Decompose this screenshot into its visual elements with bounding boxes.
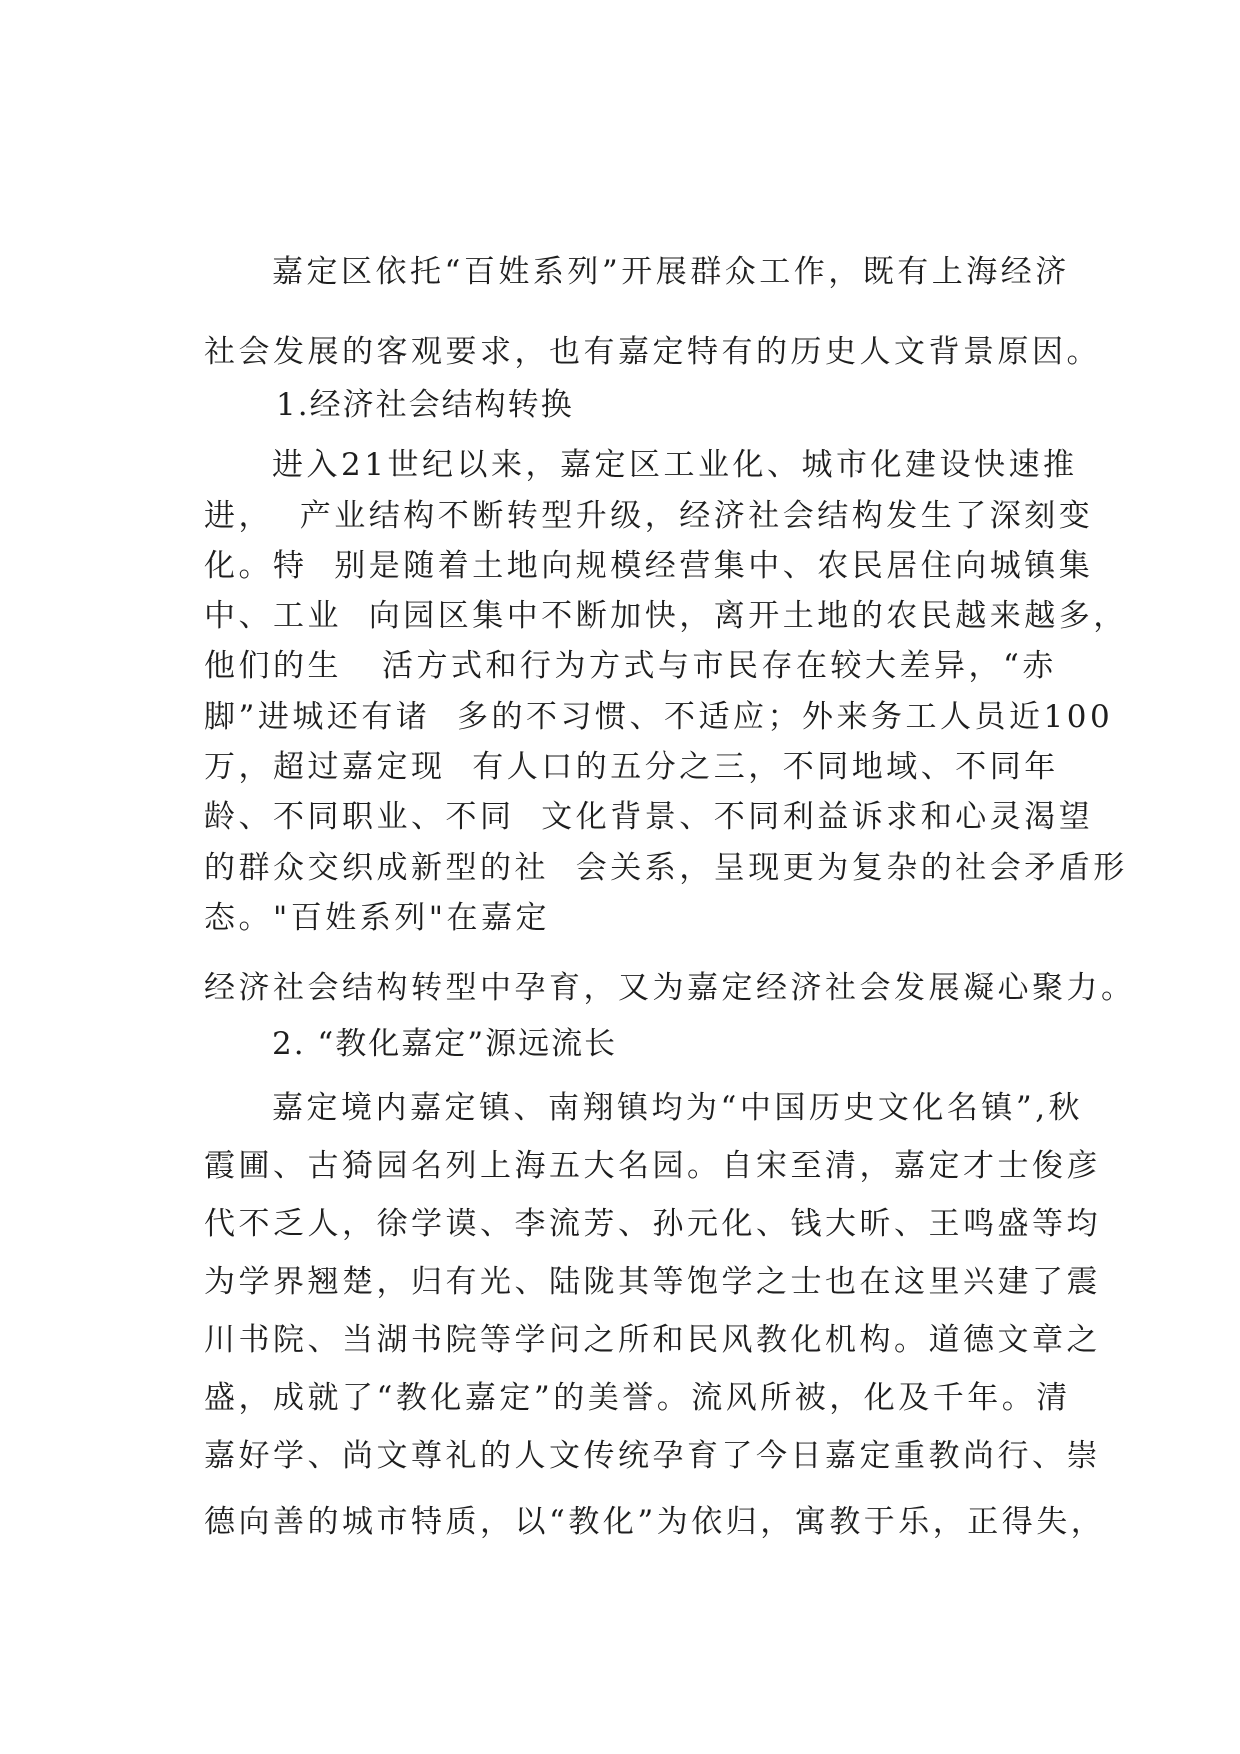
paragraph-line: 脚”进城还有诸 多的不习惯、不适应；外来务工人员近100: [204, 699, 1114, 735]
paragraph-line: 德向善的城市特质，以“教化”为依归，寓教于乐，正得失，: [204, 1504, 1106, 1540]
paragraph-line: 经济社会结构转型中孕育，又为嘉定经济社会发展凝心聚力。: [204, 970, 1136, 1006]
paragraph-line: 盛，成就了“教化嘉定”的美誉。流风所被，化及千年。清: [204, 1380, 1071, 1416]
paragraph-line: 川书院、当湖书院等学问之所和民风教化机构。道德文章之: [204, 1322, 1101, 1358]
section-heading: 2. “教化嘉定”源远流长: [272, 1026, 618, 1062]
paragraph-line: 嘉好学、尚文尊礼的人文传统孕育了今日嘉定重教尚行、崇: [204, 1438, 1101, 1474]
paragraph-line: 代不乏人，徐学谟、李流芳、孙元化、钱大昕、王鸣盛等均: [204, 1206, 1101, 1242]
paragraph-line: 进， 产业结构不断转型升级，经济社会结构发生了深刻变: [204, 498, 1094, 534]
paragraph-line: 态。"百姓系列"在嘉定: [204, 900, 551, 936]
section-heading: 1.经济社会结构转换: [276, 387, 574, 423]
paragraph-line: 万，超过嘉定现 有人口的五分之三，不同地域、不同年: [204, 749, 1059, 785]
paragraph-line: 霞圃、古猗园名列上海五大名园。自宋至清，嘉定才士俊彦: [204, 1148, 1101, 1184]
paragraph-line: 中、工业 向园区集中不断加快，离开土地的农民越来越多，: [204, 598, 1128, 634]
paragraph-line: 他们的生 活方式和行为方式与市民存在较大差异，“赤: [204, 648, 1057, 684]
paragraph-line: 龄、不同职业、不同 文化背景、不同利益诉求和心灵渴望: [204, 799, 1094, 835]
paragraph-line: 嘉定境内嘉定镇、南翔镇均为“中国历史文化名镇”,秋: [272, 1090, 1084, 1126]
paragraph-line: 为学界翘楚，归有光、陆陇其等饱学之士也在这里兴建了震: [204, 1264, 1101, 1300]
paragraph-line: 的群众交织成新型的社 会关系，呈现更为复杂的社会矛盾形: [204, 850, 1128, 886]
paragraph-line: 嘉定区依托“百姓系列”开展群众工作，既有上海经济: [272, 254, 1070, 290]
paragraph-line: 社会发展的客观要求，也有嘉定特有的历史人文背景原因。: [204, 334, 1101, 370]
paragraph-line: 进入21世纪以来，嘉定区工业化、城市化建设快速推: [272, 447, 1078, 483]
paragraph-line: 化。特 别是随着土地向规模经营集中、农民居住向城镇集: [204, 548, 1094, 584]
